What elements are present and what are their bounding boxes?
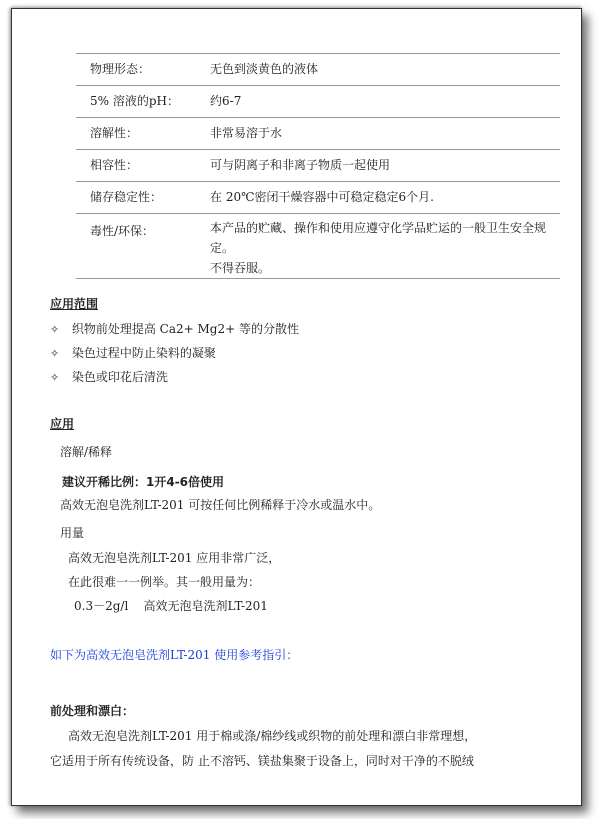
- ratio-description: 高效无泡皂洗剂LT-201 可按任何比例稀释于冷水或温水中。: [60, 498, 381, 512]
- property-key: 相容性：: [76, 150, 198, 182]
- property-value-line: 本产品的贮藏、操作和使用应遵守化学品贮运的一般卫生安全规定。: [210, 221, 547, 255]
- document-page: [11, 8, 582, 806]
- table-row: [76, 54, 560, 86]
- property-key: 溶解性：: [76, 118, 198, 150]
- property-key: 5% 溶液的pH：: [76, 86, 198, 118]
- table-row: [76, 182, 560, 214]
- list-item: [50, 368, 168, 385]
- diamond-outline-icon: ✧: [50, 371, 60, 384]
- pretreatment-heading: 前处理和漂白：: [50, 704, 135, 718]
- property-value: [198, 214, 560, 279]
- table-row: [76, 150, 560, 182]
- list-item: [50, 320, 299, 337]
- pretreatment-line: 高效无泡皂洗剂LT-201 用于棉或涤/棉纱线或织物的前处理和漂白非常理想，: [68, 729, 477, 743]
- properties-table: [76, 53, 560, 279]
- dosage-line: 高效无泡皂洗剂LT-201 应用非常广泛，: [68, 551, 281, 565]
- dosage-title: 用量: [60, 526, 85, 540]
- list-item-text: 织物前处理提高 Ca2+ Mg2+ 等的分散性: [71, 322, 299, 336]
- property-key: 储存稳定性：: [76, 182, 198, 214]
- property-value: 非常易溶于水: [198, 118, 560, 150]
- property-key: 物理形态：: [76, 54, 198, 86]
- property-value-line: 不得吞服。: [210, 261, 271, 275]
- table-row: [76, 214, 560, 279]
- list-item-text: 染色过程中防止染料的凝聚: [71, 346, 216, 360]
- diamond-outline-icon: ✧: [50, 347, 60, 360]
- property-value: 可与阴离子和非离子物质一起使用: [198, 150, 560, 182]
- usage-guide-link: 如下为高效无泡皂洗剂LT-201 使用参考指引：: [50, 648, 299, 662]
- dissolve-title: 溶解/稀释: [60, 445, 113, 459]
- pretreatment-line: 它适用于所有传统设备，防 止不溶钙、镁盐集聚于设备上，同时对干净的不脱绒: [50, 754, 474, 768]
- dosage-line: 0.3－2g/l 高效无泡皂洗剂LT-201: [74, 599, 268, 613]
- list-item-text: 染色或印花后清洗: [71, 370, 168, 384]
- table-row: [76, 86, 560, 118]
- list-item: [50, 344, 216, 361]
- property-value: 在 20℃密闭干燥容器中可稳定稳定6个月.: [198, 182, 560, 214]
- ratio-recommendation: 建议开稀比例：1开4-6倍使用: [62, 475, 225, 489]
- property-value: 无色到淡黄色的液体: [198, 54, 560, 86]
- table-row: [76, 118, 560, 150]
- diamond-outline-icon: ✧: [50, 323, 60, 336]
- application-heading: 应用: [50, 417, 75, 431]
- dosage-line: 在此很难一一例举。其一般用量为：: [68, 575, 261, 589]
- property-value: 约6-7: [198, 86, 560, 118]
- property-key: 毒性/环保：: [76, 214, 198, 279]
- scope-heading: 应用范围: [50, 297, 99, 311]
